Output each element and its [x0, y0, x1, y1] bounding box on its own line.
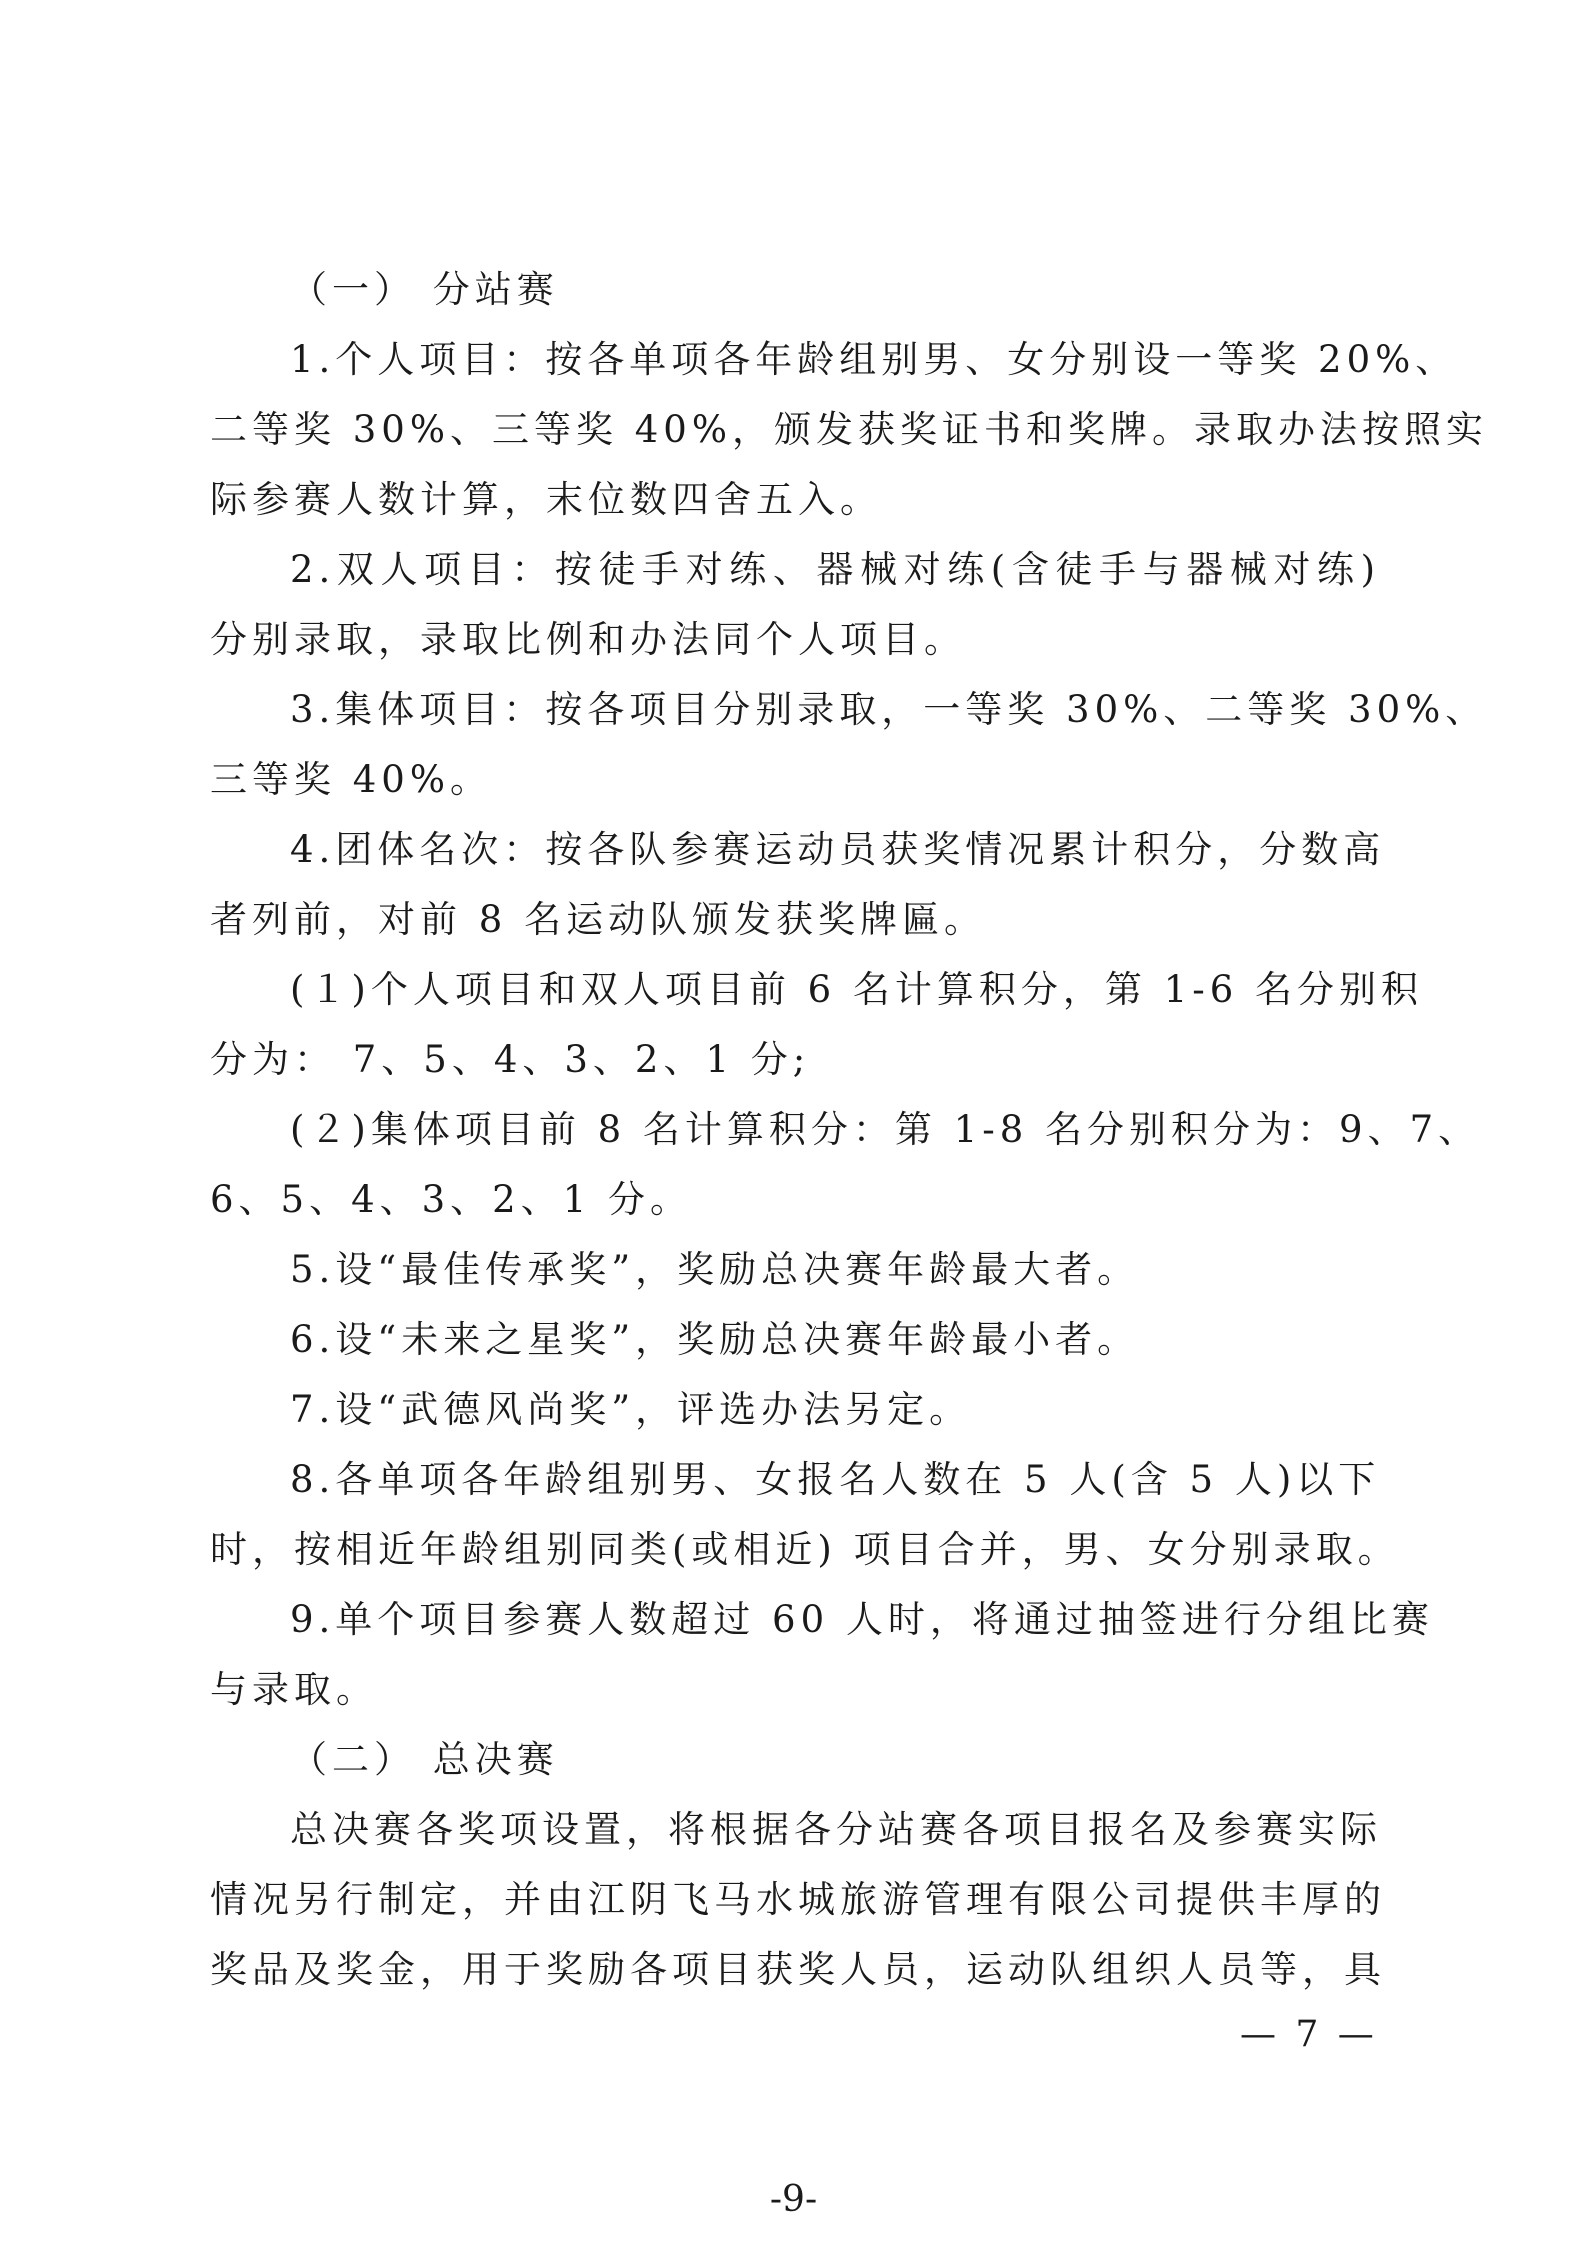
paragraph-line: 三等奖 40%。 — [210, 758, 492, 801]
paragraph-line: 时，按相近年龄组别同类(或相近) 项目合并，男、女分别录取。 — [210, 1528, 1400, 1571]
paragraph-line: 6.设“未来之星奖”，奖励总决赛年龄最小者。 — [290, 1318, 1140, 1361]
paragraph-line: 与录取。 — [210, 1668, 378, 1711]
paragraph-line: 8.各单项各年龄组别男、女报名人数在 5 人(含 5 人)以下 — [290, 1458, 1381, 1501]
page-number-label: — 7 — — [1240, 2014, 1378, 2055]
section-heading-stations: （一） 分站赛 — [290, 268, 559, 311]
paragraph-line: 1.个人项目：按各单项各年龄组别男、女分别设一等奖 20%、 — [290, 338, 1458, 381]
paragraph-line: 9.单个项目参赛人数超过 60 人时，将通过抽签进行分组比赛 — [290, 1598, 1434, 1641]
paragraph-line: 总决赛各奖项设置，将根据各分站赛各项目报名及参赛实际 — [290, 1808, 1382, 1851]
paragraph-line: 分别录取，录取比例和办法同个人项目。 — [210, 618, 966, 661]
paragraph-line: 6、5、4、3、2、1 分。 — [210, 1178, 693, 1221]
paragraph-line: (１)个人项目和双人项目前 6 名计算积分，第 1-6 名分别积 — [290, 968, 1424, 1011]
paragraph-line: 二等奖 30%、三等奖 40%，颁发获奖证书和奖牌。录取办法按照实 — [210, 408, 1488, 451]
paragraph-line: 奖品及奖金，用于奖励各项目获奖人员，运动队组织人员等，具 — [210, 1948, 1386, 1991]
paragraph-line: 7.设“武德风尚奖”，评选办法另定。 — [290, 1388, 972, 1431]
paragraph-line: 3.集体项目：按各项目分别录取，一等奖 30%、二等奖 30%、 — [290, 688, 1488, 731]
section-heading-finals: （二） 总决赛 — [290, 1738, 559, 1781]
paragraph-line: (２)集体项目前 8 名计算积分：第 1-8 名分别积分为：9、7、 — [290, 1108, 1481, 1151]
paragraph-line: 者列前，对前 8 名运动队颁发获奖牌匾。 — [210, 898, 987, 941]
pdf-page-number: -9- — [769, 2179, 818, 2220]
paragraph-line: 5.设“最佳传承奖”，奖励总决赛年龄最大者。 — [290, 1248, 1140, 1291]
paragraph-line: 2.双人项目：按徒手对练、器械对练(含徒手与器械对练) — [290, 548, 1380, 591]
paragraph-line: 际参赛人数计算，末位数四舍五入。 — [210, 478, 882, 521]
paragraph-line: 4.团体名次：按各队参赛运动员获奖情况累计积分，分数高 — [290, 828, 1386, 871]
paragraph-line: 分为： 7、5、4、3、2、1 分; — [210, 1038, 811, 1081]
paragraph-line: 情况另行制定，并由江阴飞马水城旅游管理有限公司提供丰厚的 — [210, 1878, 1386, 1921]
